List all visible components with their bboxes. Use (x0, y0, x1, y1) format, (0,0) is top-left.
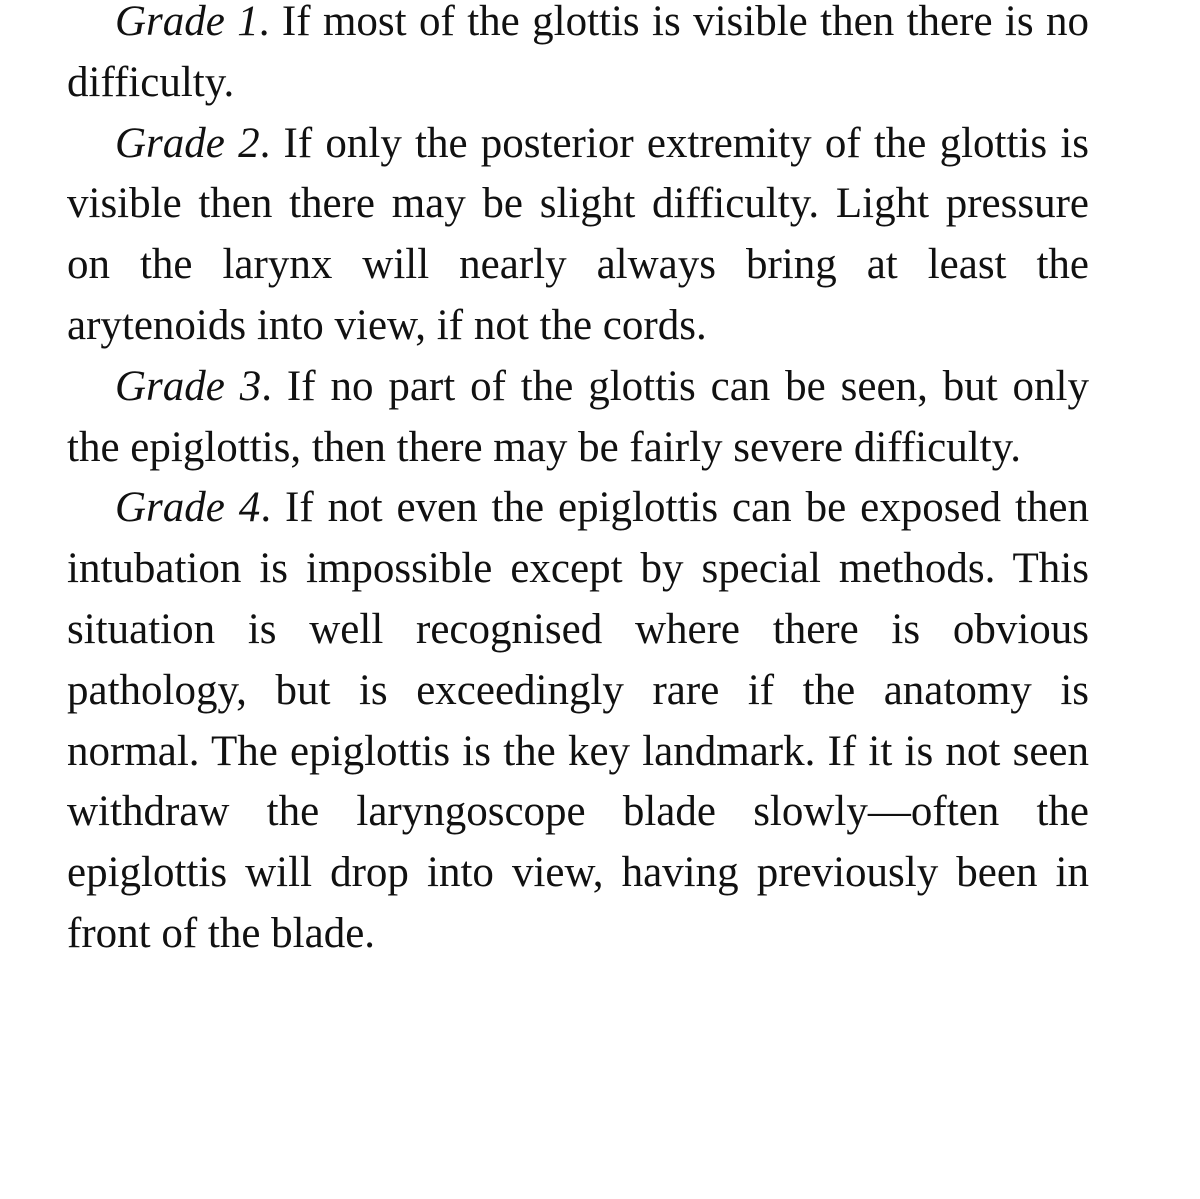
grade-4-paragraph (67, 478, 1089, 964)
grade-3-label: Grade 3 (115, 362, 262, 410)
document-body (67, 0, 1089, 965)
grade-4-label: Grade 4 (115, 484, 261, 532)
grade-2-text: . If only the posterior extremity of the glottis is visible then there may be slight difficulty. Light pressure on the larynx will nearly always bring at least the arytenoids into view, if not the cords. (67, 119, 1089, 349)
grade-3-text: . If no part of the glottis can be seen, but only the epiglottis, then there may be fairly severe difficulty. (67, 362, 1089, 471)
grade-2-label: Grade 2 (115, 119, 260, 167)
grade-2-paragraph (67, 114, 1089, 357)
grade-4-text: . If not even the epiglottis can be exposed then intubation is impossible except by special methods. This situation is well recognised where there is obvious pathology, but is exceedingly rare if the anatomy is normal. The epiglottis is the key landmark. If it is not seen withdraw the laryngoscope blade slowly—often the epiglottis will drop into view, having previously been in front of the blade. (67, 484, 1089, 957)
grade-1-paragraph (67, 0, 1089, 114)
grade-1-label: Grade 1 (115, 0, 259, 45)
grade-3-paragraph (67, 357, 1089, 479)
grade-1-text: . If most of the glottis is visible then there is no difficulty. (67, 0, 1089, 106)
